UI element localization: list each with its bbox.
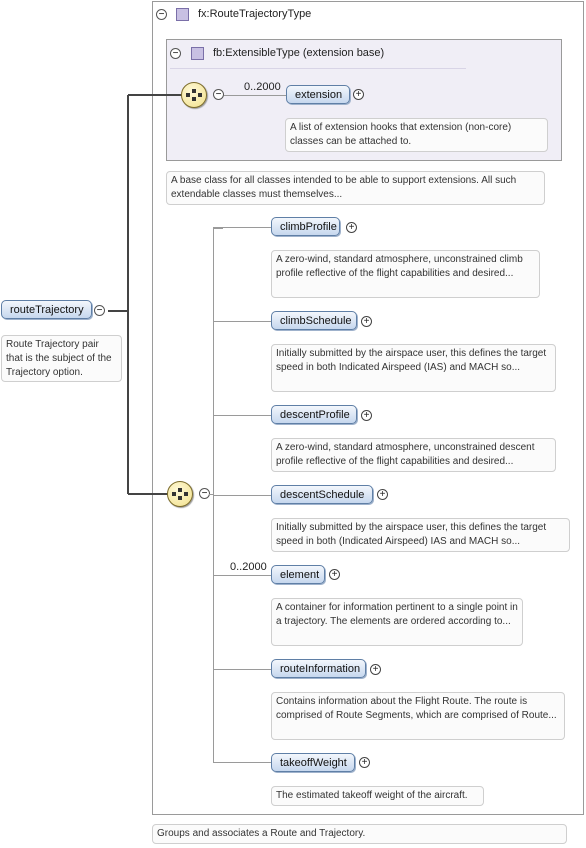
child-expand-icon[interactable]: + bbox=[377, 489, 388, 500]
base-collapse-icon[interactable]: − bbox=[170, 48, 181, 59]
child-connector bbox=[213, 669, 271, 670]
child-element[interactable]: climbSchedule bbox=[271, 311, 357, 330]
root-connector-stub bbox=[108, 310, 128, 312]
base-title-underline bbox=[170, 68, 466, 69]
extension-occurrence: 0..2000 bbox=[244, 81, 281, 93]
complex-type-icon bbox=[176, 8, 189, 21]
child-element[interactable]: takeoffWeight bbox=[271, 753, 355, 772]
child-expand-icon[interactable]: + bbox=[361, 316, 372, 327]
child-connector bbox=[213, 415, 271, 416]
main-sequence-collapse-icon[interactable]: − bbox=[199, 488, 210, 499]
child-expand-icon[interactable]: + bbox=[370, 664, 381, 675]
type-collapse-icon[interactable]: − bbox=[156, 9, 167, 20]
child-connector bbox=[213, 321, 271, 322]
sequence-collapse-icon[interactable]: − bbox=[213, 89, 224, 100]
child-doc: The estimated takeoff weight of the aircraft. bbox=[271, 786, 484, 806]
extension-element[interactable]: extension bbox=[286, 85, 350, 104]
root-element[interactable]: routeTrajectory bbox=[1, 300, 92, 319]
child-expand-icon[interactable]: + bbox=[346, 222, 357, 233]
type-title: fx:RouteTrajectoryType bbox=[198, 8, 312, 20]
child-element[interactable]: climbProfile bbox=[271, 217, 340, 236]
child-doc: Contains information about the Flight Route. The route is comprised of Route Segments, which are comprised of Route... bbox=[271, 692, 565, 740]
root-connector-top bbox=[128, 94, 182, 96]
sequence-compositor-icon[interactable] bbox=[167, 481, 193, 507]
extension-connector bbox=[224, 95, 286, 96]
root-doc: Route Trajectory pair that is the subject of the Trajectory option. bbox=[1, 335, 122, 382]
root-connector-trunk bbox=[127, 95, 129, 494]
sequence-compositor-icon[interactable] bbox=[181, 82, 207, 108]
root-collapse-icon[interactable]: − bbox=[94, 305, 105, 316]
child-connector bbox=[213, 495, 271, 496]
child-element[interactable]: routeInformation bbox=[271, 659, 366, 678]
child-connector bbox=[213, 762, 271, 763]
child-element[interactable]: descentProfile bbox=[271, 405, 357, 424]
child-expand-icon[interactable]: + bbox=[329, 569, 340, 580]
sequence-bracket-top bbox=[213, 228, 223, 229]
extension-base-icon bbox=[191, 47, 204, 60]
child-element[interactable]: descentSchedule bbox=[271, 485, 373, 504]
extension-doc: A list of extension hooks that extension (non-core) classes can be attached to. bbox=[285, 118, 548, 152]
child-doc: Initially submitted by the airspace user, this defines the target speed in both Indicated Airspeed (IAS) and MACH so... bbox=[271, 344, 556, 392]
child-doc: Initially submitted by the airspace user, this defines the target speed in both (Indicated Airspeed) IAS and MACH so... bbox=[271, 518, 570, 552]
child-connector bbox=[213, 227, 271, 228]
child-doc: A zero-wind, standard atmosphere, unconstrained climb profile reflective of the flight capabilities and desired... bbox=[271, 250, 540, 298]
child-doc: A container for information pertinent to a single point in a trajectory. The elements are ordered according to... bbox=[271, 598, 523, 646]
child-doc: A zero-wind, standard atmosphere, unconstrained descent profile reflective of the flight capabilities and desired... bbox=[271, 438, 556, 472]
child-element[interactable]: element bbox=[271, 565, 325, 584]
child-expand-icon[interactable]: + bbox=[361, 410, 372, 421]
child-connector bbox=[213, 575, 271, 576]
root-connector-bottom bbox=[128, 493, 168, 495]
base-doc: A base class for all classes intended to be able to support extensions. All such extendable classes must themselves... bbox=[166, 171, 545, 205]
child-expand-icon[interactable]: + bbox=[359, 757, 370, 768]
type-doc: Groups and associates a Route and Trajectory. bbox=[152, 824, 567, 844]
child-occurrence: 0..2000 bbox=[230, 561, 267, 573]
extension-expand-icon[interactable]: + bbox=[353, 89, 364, 100]
base-title: fb:ExtensibleType (extension base) bbox=[213, 47, 385, 59]
